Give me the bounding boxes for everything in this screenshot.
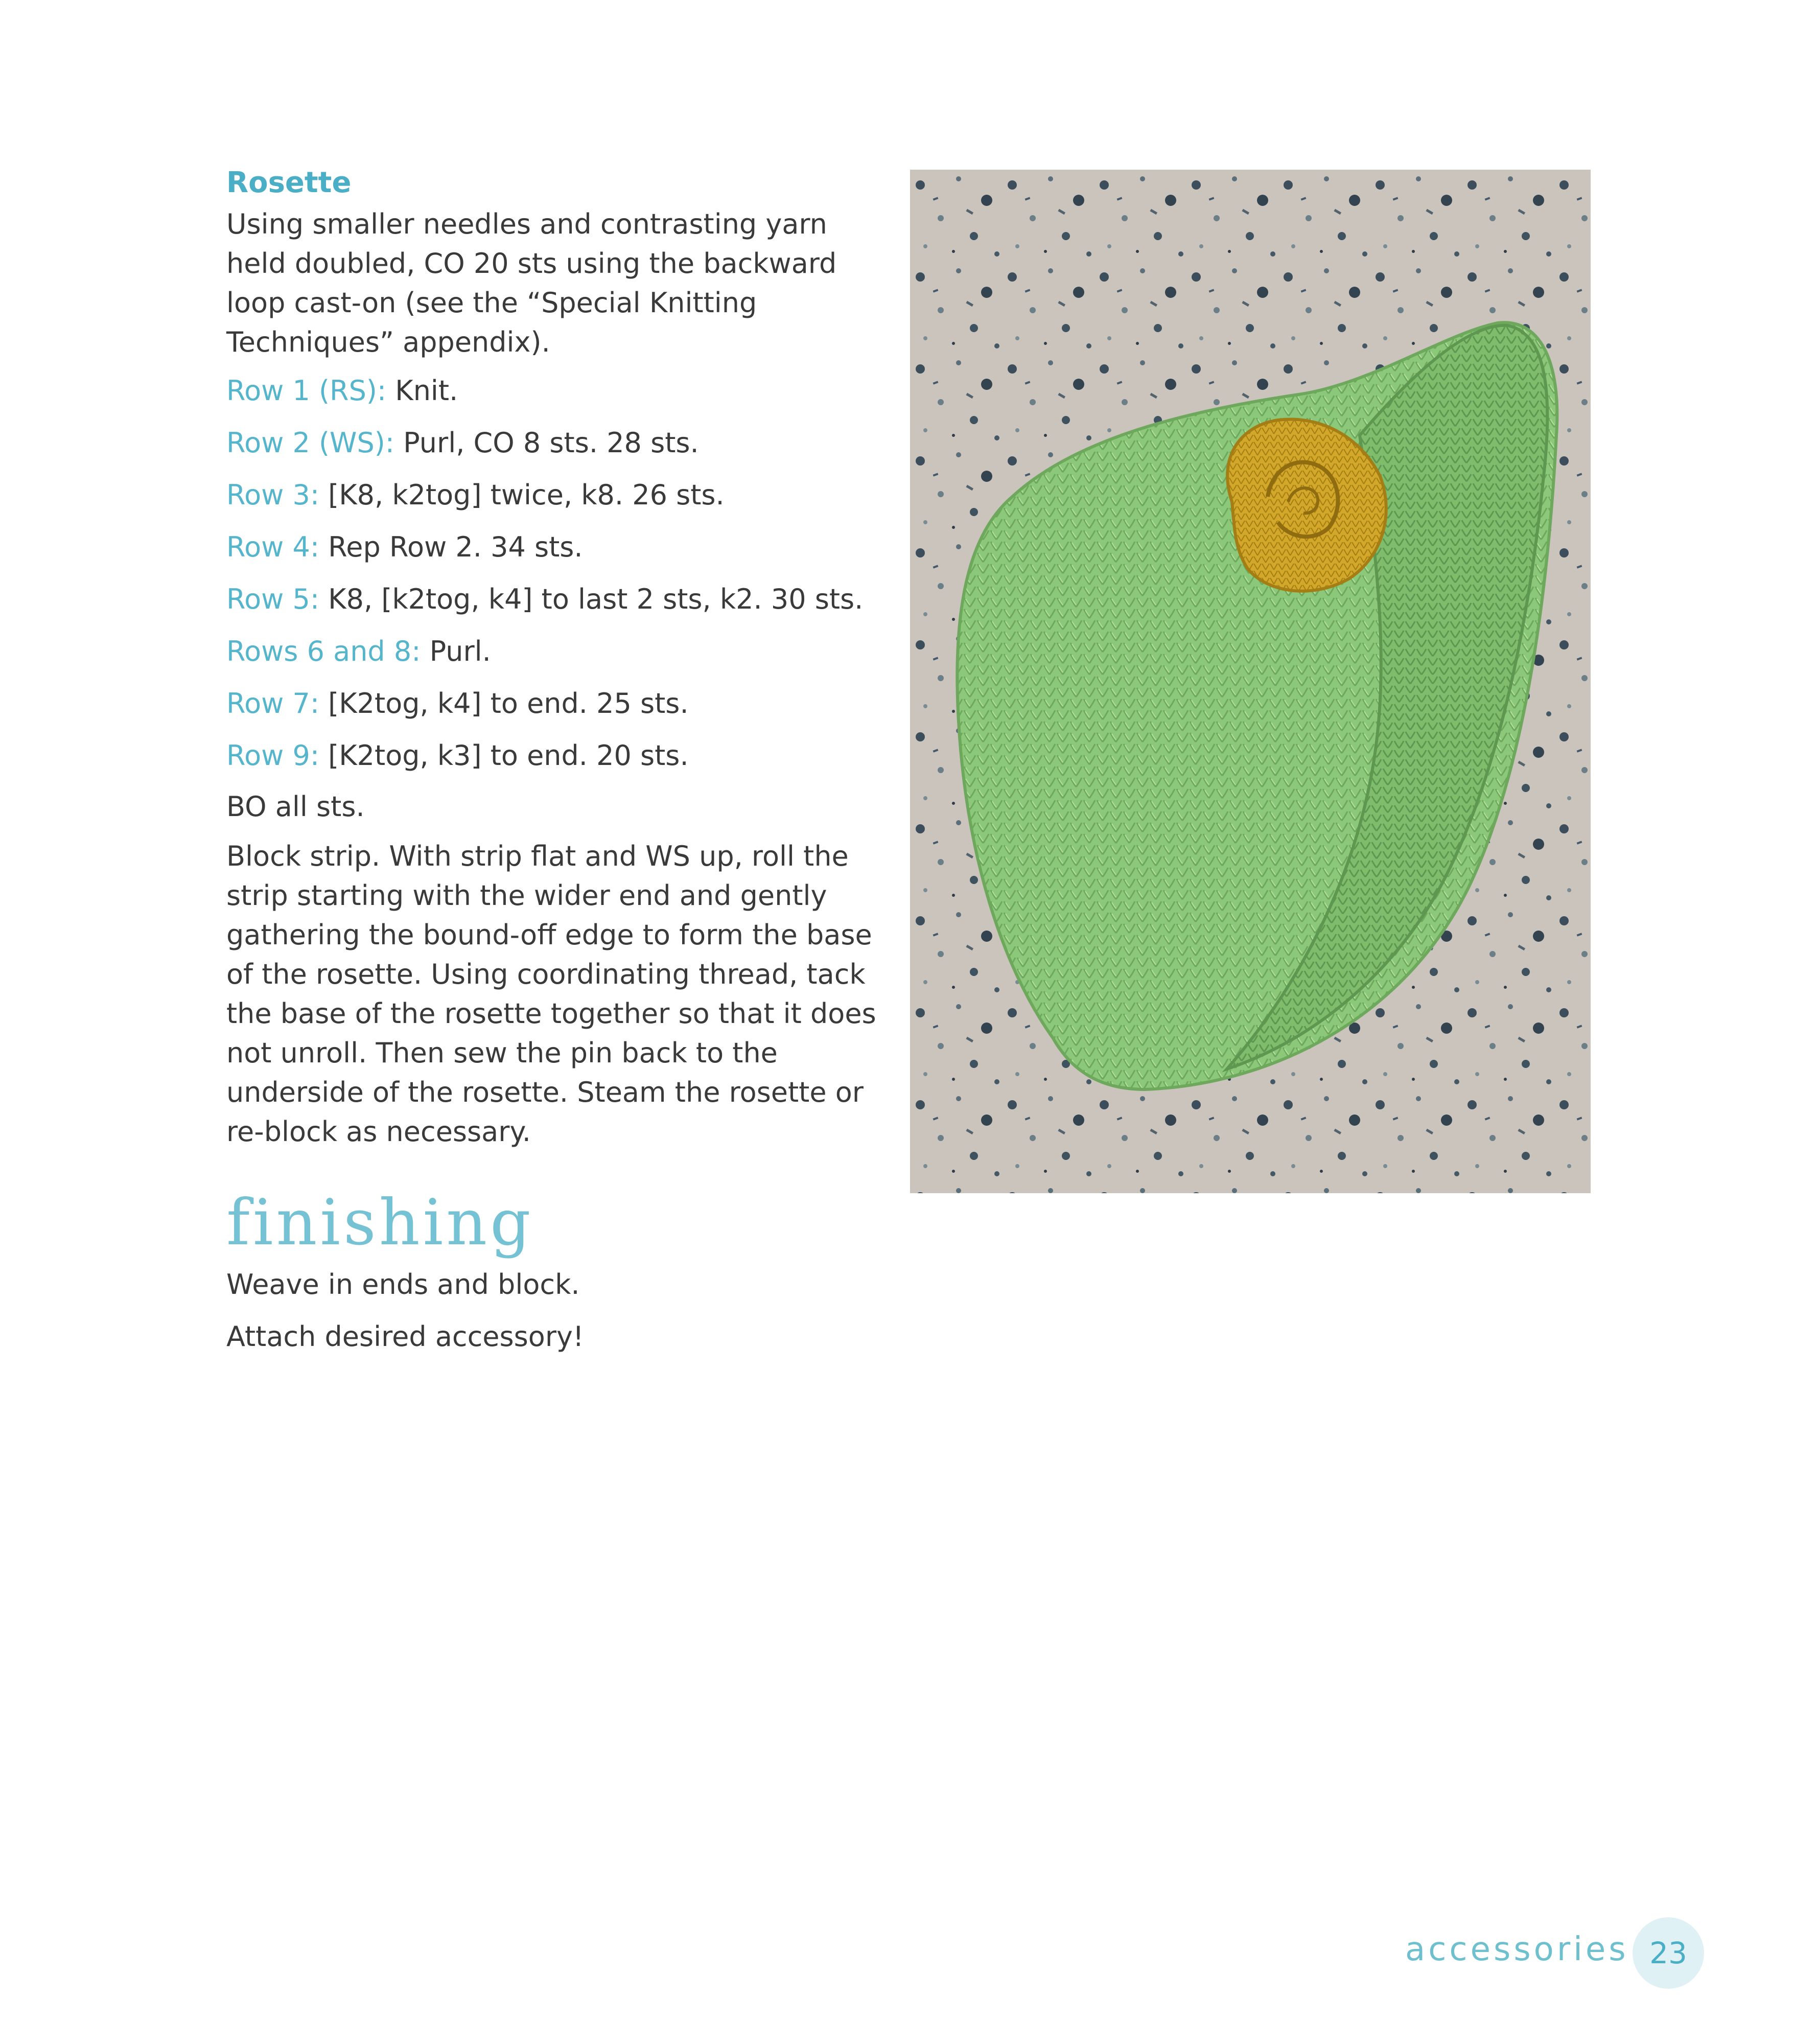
rosette-heading: Rosette bbox=[226, 166, 352, 199]
row-instructions bbox=[226, 371, 891, 775]
rosette-intro: Using smaller needles and contrasting yarn held doubled, CO 20 sts using the backward loop cast-on (see the “Special Knitting Techniques” appendix). bbox=[226, 208, 837, 358]
row-instruction bbox=[226, 475, 891, 515]
row-label: Row 9: bbox=[226, 739, 320, 772]
row-instruction bbox=[226, 736, 891, 775]
row-instruction bbox=[226, 684, 891, 723]
row-label: Row 3: bbox=[226, 479, 320, 511]
finishing-heading: finishing bbox=[226, 1186, 534, 1260]
row-text: [K2tog, k3] to end. 20 sts. bbox=[319, 739, 689, 772]
row-instruction bbox=[226, 371, 891, 410]
block-instructions: Block strip. With strip flat and WS up, roll the strip starting with the wider end and gently gathering the bound-off edge to form the base of the rosette. Using coordinating thread, tack the base of the rosette together so that it does not unroll. Then sew the pin back to the underside of the rosette. Steam the rosette or re-block as necessary. bbox=[226, 840, 876, 1148]
knitted-hat-photo bbox=[910, 170, 1591, 1193]
row-text: [K2tog, k4] to end. 25 sts. bbox=[319, 687, 689, 719]
rosette-section bbox=[226, 162, 891, 1369]
row-label: Rows 6 and 8: bbox=[226, 635, 421, 667]
row-text: [K8, k2tog] twice, k8. 26 sts. bbox=[319, 479, 725, 511]
row-label: Row 2 (WS): bbox=[226, 427, 394, 459]
finishing-line: Weave in ends and block. bbox=[226, 1268, 580, 1300]
footer-section-label: accessories bbox=[1405, 1931, 1629, 1968]
row-instruction bbox=[226, 632, 891, 671]
finishing-instructions bbox=[226, 1265, 891, 1356]
finishing-line: Attach desired accessory! bbox=[226, 1320, 584, 1353]
row-text: K8, [k2tog, k4] to last 2 sts, k2. 30 sts. bbox=[319, 583, 864, 615]
row-label: Row 5: bbox=[226, 583, 320, 615]
row-text: Purl, CO 8 sts. 28 sts. bbox=[394, 427, 699, 459]
hat-photo-illustration bbox=[910, 170, 1591, 1193]
row-text: Rep Row 2. 34 sts. bbox=[319, 531, 583, 563]
row-text: Knit. bbox=[386, 375, 458, 407]
row-label: Row 7: bbox=[226, 687, 320, 719]
page-number-badge: 23 bbox=[1633, 1917, 1704, 1989]
bind-off-instruction: BO all sts. bbox=[226, 791, 365, 823]
row-label: Row 4: bbox=[226, 531, 320, 563]
row-instruction bbox=[226, 579, 891, 619]
row-label: Row 1 (RS): bbox=[226, 375, 387, 407]
row-instruction bbox=[226, 527, 891, 567]
row-instruction bbox=[226, 423, 891, 462]
row-text: Purl. bbox=[421, 635, 491, 667]
